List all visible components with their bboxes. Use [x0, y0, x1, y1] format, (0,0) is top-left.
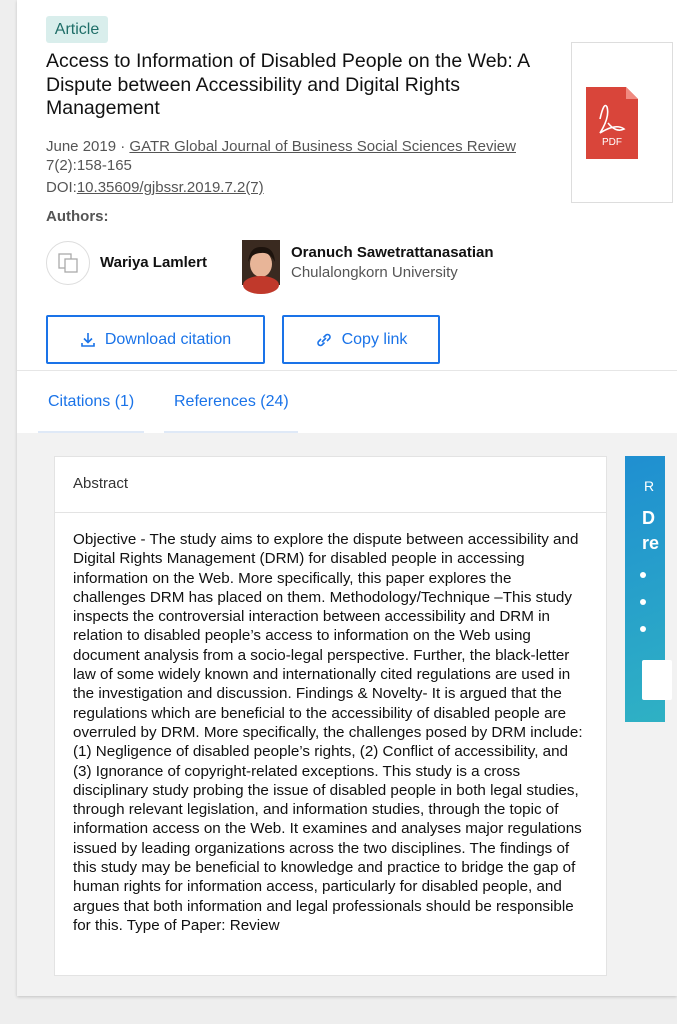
avatar-placeholder-icon: [46, 241, 90, 285]
publication-date: June 2019: [46, 138, 117, 155]
tab-references[interactable]: References (24): [174, 393, 289, 410]
doi-link[interactable]: 10.35609/gjbssr.2019.7.2(7): [76, 179, 264, 196]
tab-citations-underline: [38, 431, 144, 433]
author-name: Wariya Lamlert: [100, 254, 207, 271]
volume-pages: 7(2):158-165: [46, 157, 132, 174]
promo-title-line-2: re: [642, 533, 660, 553]
abstract-text: Objective - The study aims to explore the dispute between accessibility and Digital Rights Management (DRM) for disabled people in accessing information on the Web. More specifically, this paper explores the challenges DRM has placed on them. Methodology/Technique –This study inspects the controversial interaction between accessibility and DRM in relation to disabled people’s access to information on the Web using document analysis from a socio-legal perspective. Further, the black-letter law of some widely known and internationally cited regulations are used in the investigation and discussion. Findings & Novelty- It is argued that the regulations which are beneficial to the accessibility of disabled people are overruled by DRM. More specifically, the challenges posed by DRM include: (1) Negligence of disabled people’s rights, (2) Conflict of accessibility, and (3) Ignorance of copyright-related exceptions. This study is a cross disciplinary study probing the issue of disabled people in both legal studies, through relevant legislation, and information studies, through the topic of information access on the Web. It examines and analyses major regulations issued by leading organizations across the two disciplines. The findings of this study may be beneficial to knowledge and practice to bridge the gap of human rights for information access, particularly for disabled people, and argues that both information and legal professionals should be responsible for this. Type of Paper: Review: [73, 531, 583, 934]
promo-title-line-1: D: [642, 508, 655, 528]
tab-references-underline: [164, 431, 298, 433]
author-institution[interactable]: Chulalongkorn University: [291, 264, 458, 281]
avatar: [242, 240, 280, 285]
article-meta: [46, 137, 556, 197]
promo-heading: R: [644, 478, 655, 494]
link-icon: [315, 333, 333, 347]
meta-separator: ·: [120, 138, 126, 155]
journal-link[interactable]: GATR Global Journal of Business Social Sciences Review: [129, 138, 516, 155]
article-title: Access to Information of Disabled People on the Web: A Dispute between Accessibility and Digital Rights Management: [46, 50, 530, 119]
copy-link-label: Copy link: [341, 330, 408, 348]
authors-label: Authors:: [46, 208, 109, 225]
abstract-heading: Abstract: [55, 457, 606, 513]
author-oranuch-sawetrattanasatian[interactable]: [242, 240, 494, 285]
promo-bullet: [640, 626, 646, 632]
download-icon: [80, 332, 96, 348]
article-type-badge: Article: [46, 16, 108, 43]
download-citation-label: Download citation: [104, 330, 232, 348]
pdf-thumbnail[interactable]: [571, 42, 673, 203]
tab-citations[interactable]: Citations (1): [48, 393, 135, 410]
abstract-section: [54, 456, 607, 976]
author-wariya-lamlert[interactable]: [46, 240, 207, 285]
promo-side-panel: [625, 456, 665, 722]
author-name: Oranuch Sawetrattanasatian: [291, 244, 494, 261]
promo-title: [642, 506, 659, 556]
copy-link-button[interactable]: [282, 315, 440, 364]
tabs-divider: [17, 370, 677, 371]
promo-bullet: [640, 572, 646, 578]
download-citation-button[interactable]: [46, 315, 265, 364]
promo-button[interactable]: [642, 660, 672, 700]
pdf-file-icon: [586, 87, 638, 159]
pdf-label: PDF: [602, 137, 622, 148]
promo-bullet: [640, 599, 646, 605]
doi-label: DOI:: [46, 179, 77, 196]
